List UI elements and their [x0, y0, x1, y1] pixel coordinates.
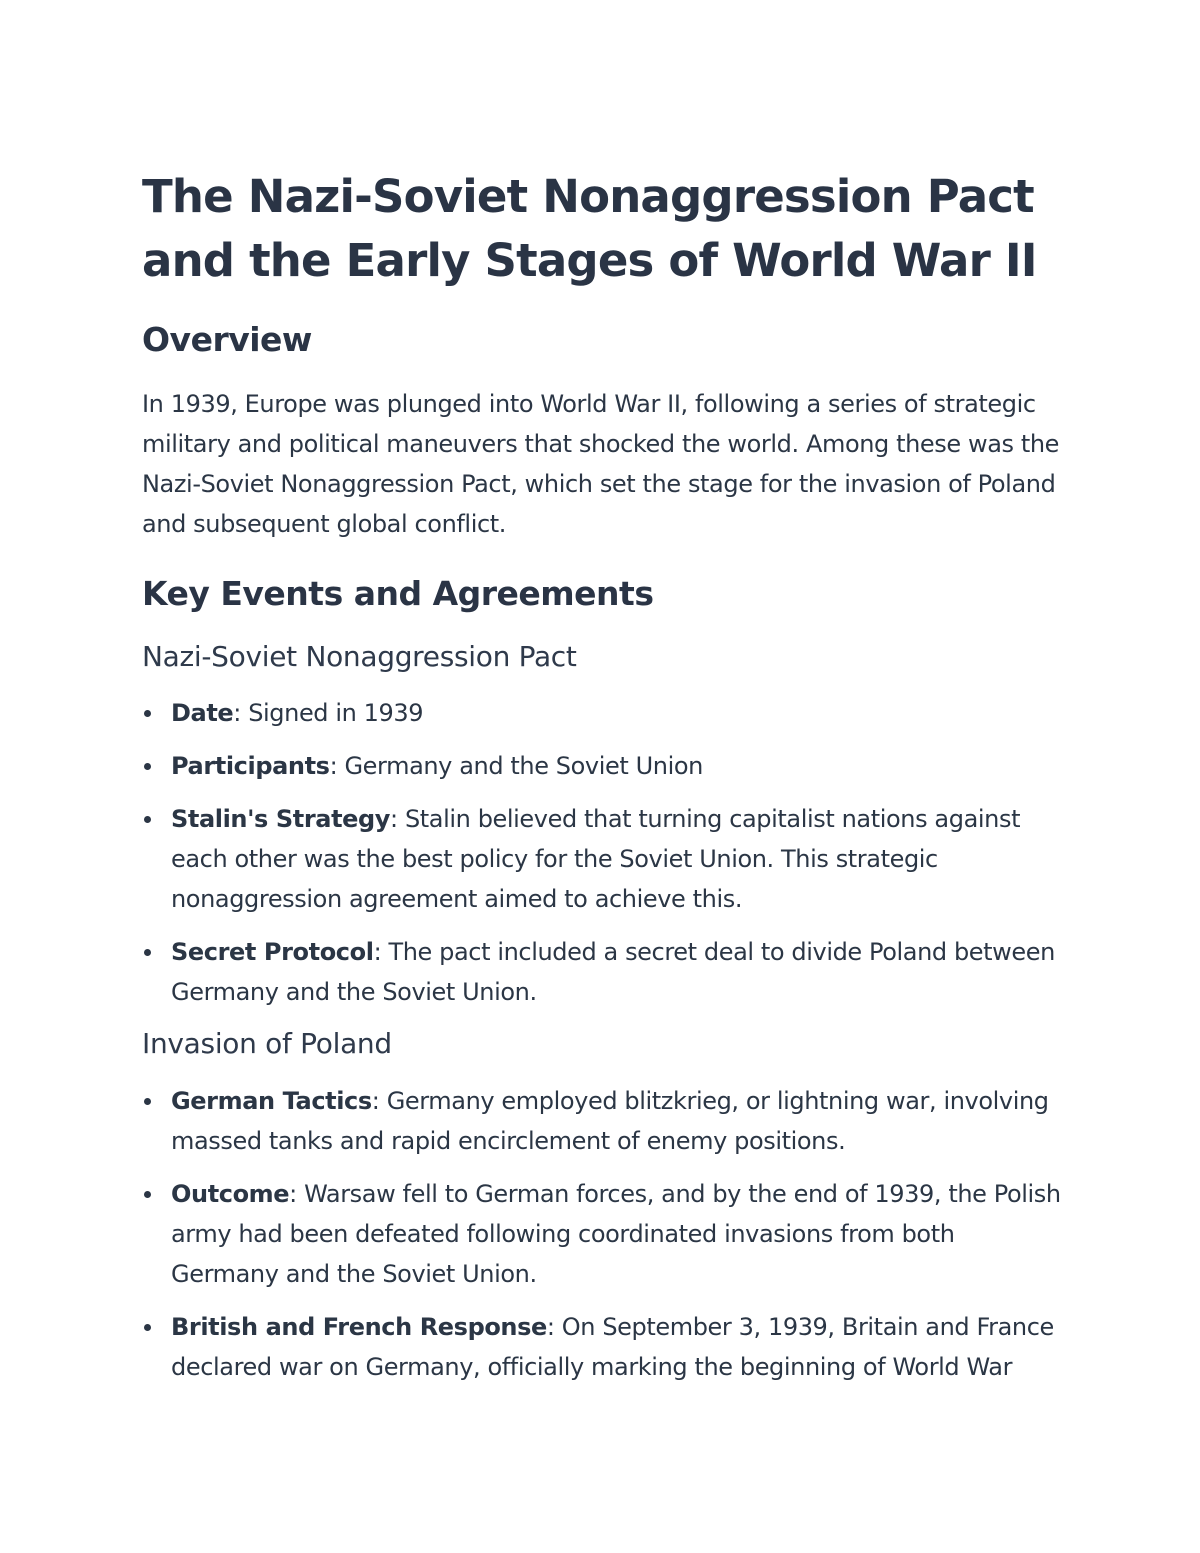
- item-text: : Warsaw fell to German forces, and by the end of 1939, the Polish army had been defeated following coordinated invasions from both Germany and the Soviet Union.: [171, 1180, 1061, 1288]
- item-text: : Signed in 1939: [233, 699, 424, 727]
- list-item: [142, 932, 1062, 1012]
- item-label: Participants: [171, 752, 330, 780]
- list-item: [142, 1307, 1062, 1387]
- bullet-icon: [144, 763, 151, 770]
- list-item: [142, 799, 1062, 919]
- list-item: [142, 693, 1062, 733]
- list-item: [142, 746, 1062, 786]
- pact-list: [142, 693, 1062, 1012]
- page-title-line-2: and the Early Stages of World War II: [142, 234, 1037, 287]
- key-events-heading: Key Events and Agreements: [142, 574, 654, 613]
- item-text: : Germany employed blitzkrieg, or lightning war, involving massed tanks and rapid encirclement of enemy positions.: [171, 1087, 1049, 1155]
- page-title: [142, 165, 1062, 293]
- item-text: : Stalin believed that turning capitalist nations against each other was the best policy for the Soviet Union. This strategic nonaggression agreement aimed to achieve this.: [171, 805, 1021, 913]
- list-item: [142, 1174, 1062, 1294]
- overview-paragraph: In 1939, Europe was plunged into World War II, following a series of strategic military and political maneuvers that shocked the world. Among these was the Nazi-Soviet Nonaggression Pact, which set the stage for the invasion of Poland and subsequent global conflict.: [142, 390, 1060, 538]
- poland-subheading: Invasion of Poland: [142, 1027, 392, 1060]
- bullet-icon: [144, 949, 151, 956]
- item-label: Stalin's Strategy: [171, 805, 391, 833]
- bullet-icon: [144, 1324, 151, 1331]
- bullet-icon: [144, 710, 151, 717]
- overview-heading: Overview: [142, 320, 312, 359]
- item-text: : On September 3, 1939, Britain and France declared war on Germany, officially marking the beginning of World War: [171, 1313, 1054, 1381]
- item-text: : Germany and the Soviet Union: [329, 752, 703, 780]
- bullet-icon: [144, 816, 151, 823]
- item-label: German Tactics: [171, 1087, 372, 1115]
- bullet-icon: [144, 1191, 151, 1198]
- bullet-icon: [144, 1098, 151, 1105]
- item-label: Outcome: [171, 1180, 290, 1208]
- item-label: British and French Response: [171, 1313, 547, 1341]
- item-label: Date: [171, 699, 234, 727]
- list-item: [142, 1081, 1062, 1161]
- document-page: [142, 165, 1062, 1400]
- page-title-line-1: The Nazi-Soviet Nonaggression Pact: [142, 170, 1034, 223]
- item-label: Secret Protocol: [171, 938, 374, 966]
- poland-list: [142, 1081, 1062, 1387]
- pact-subheading: Nazi-Soviet Nonaggression Pact: [142, 640, 577, 673]
- item-text: : The pact included a secret deal to divide Poland between Germany and the Soviet Union.: [171, 938, 1055, 1006]
